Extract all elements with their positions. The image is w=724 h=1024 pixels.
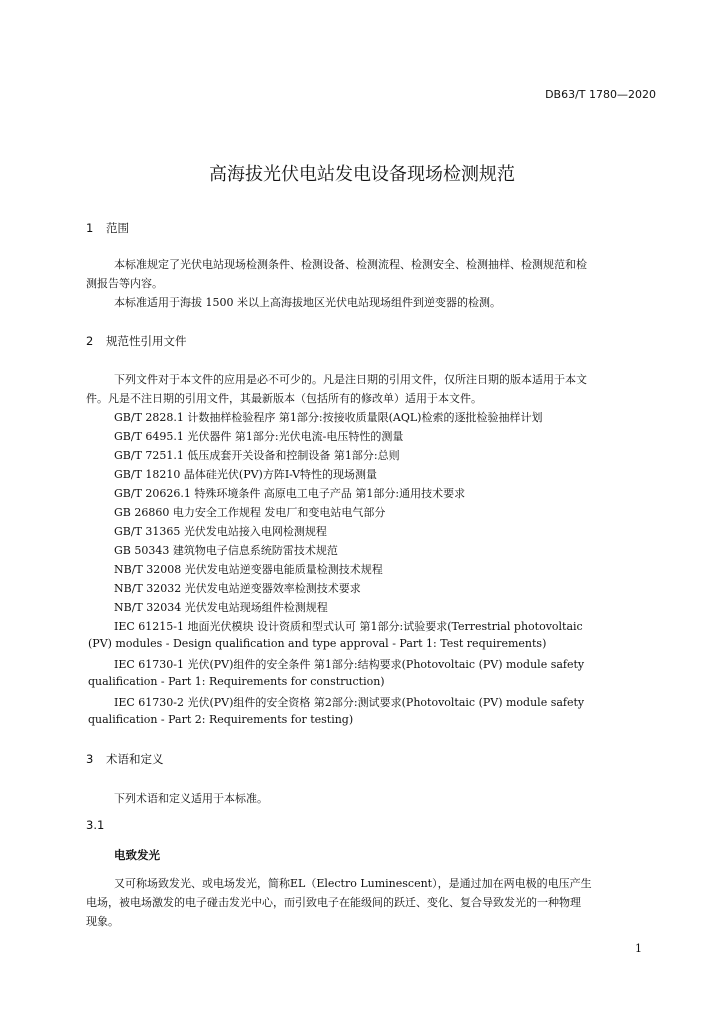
refs-intro-line-1: 下列文件对于本文件的应用是必不可少的。凡是注日期的引用文件，仅所注日期的版本适用于本文 (114, 373, 587, 386)
terms-intro: 下列术语和定义适用于本标准。 (114, 792, 268, 805)
refs-intro-line-2: 件。凡是不注日期的引用文件，其最新版本（包括所有的修改单）适用于本文件。 (86, 392, 482, 405)
section-title: 术语和定义 (106, 752, 164, 766)
reference-item: GB/T 18210 晶体硅光伏(PV)方阵I-V特性的现场测量 (114, 468, 378, 481)
reference-item: GB 50343 建筑物电子信息系统防雷技术规范 (114, 544, 338, 557)
scope-paragraph-2: 本标准适用于海拔 1500 米以上高海拔地区光伏电站现场组件到逆变器的检测。 (114, 296, 501, 309)
section-number: 1 (86, 221, 94, 235)
iec-reference-line-1: IEC 61215-1 地面光伏模块 设计资质和型式认可 第1部分:试验要求(Terrestrial photovoltaic (114, 620, 583, 633)
standard-code-header: DB63/T 1780—2020 (545, 88, 656, 101)
section-title: 范围 (106, 221, 129, 235)
scope-paragraph-1-line-1: 本标准规定了光伏电站现场检测条件、检测设备、检测流程、检测安全、检测抽样、检测规范和检 (114, 258, 587, 271)
reference-item: NB/T 32034 光伏发电站现场组件检测规程 (114, 601, 328, 614)
reference-item: GB/T 31365 光伏发电站接入电网检测规程 (114, 525, 327, 538)
term-definition-line-3: 现象。 (86, 915, 119, 928)
clause-number: 3.1 (86, 818, 105, 832)
term-definition-line-1: 又可称场致发光、或电场发光，简称EL（Electro Luminescent），是通过加在两电极的电压产生 (114, 877, 592, 890)
iec-reference-line-2: qualification - Part 1: Requirements for construction) (88, 675, 385, 688)
iec-reference-line-1: IEC 61730-2 光伏(PV)组件的安全资格 第2部分:测试要求(Photovoltaic (PV) module safety (114, 696, 585, 709)
reference-item: GB/T 2828.1 计数抽样检验程序 第1部分:按接收质量限(AQL)检索的逐批检验抽样计划 (114, 411, 543, 424)
term-title: 电致发光 (114, 848, 160, 862)
section-number: 2 (86, 334, 94, 348)
iec-reference-line-1: IEC 61730-1 光伏(PV)组件的安全条件 第1部分:结构要求(Photovoltaic (PV) module safety (114, 658, 585, 671)
iec-reference-line-2: qualification - Part 2: Requirements for testing) (88, 713, 354, 726)
section-3-heading (86, 751, 164, 767)
iec-reference-line-2: (PV) modules - Design qualification and type approval - Part 1: Test requirements) (88, 637, 547, 650)
reference-item: NB/T 32032 光伏发电站逆变器效率检测技术要求 (114, 582, 361, 595)
scope-paragraph-1-line-2: 测报告等内容。 (86, 277, 163, 290)
section-title: 规范性引用文件 (106, 334, 187, 348)
reference-item: NB/T 32008 光伏发电站逆变器电能质量检测技术规程 (114, 563, 383, 576)
document-title: 高海拔光伏电站发电设备现场检测规范 (209, 164, 515, 185)
section-2-heading (86, 333, 187, 349)
reference-item: GB/T 6495.1 光伏器件 第1部分:光伏电流-电压特性的测量 (114, 430, 404, 443)
reference-item: GB 26860 电力安全工作规程 发电厂和变电站电气部分 (114, 506, 386, 519)
section-1-heading (86, 220, 129, 236)
reference-item: GB/T 7251.1 低压成套开关设备和控制设备 第1部分:总则 (114, 449, 400, 462)
section-number: 3 (86, 752, 94, 766)
reference-item: GB/T 20626.1 特殊环境条件 高原电工电子产品 第1部分:通用技术要求 (114, 487, 466, 500)
term-definition-line-2: 电场，被电场激发的电子碰击发光中心，而引致电子在能级间的跃迁、变化、复合导致发光的一种物理 (86, 896, 581, 909)
page-number: 1 (635, 942, 642, 955)
